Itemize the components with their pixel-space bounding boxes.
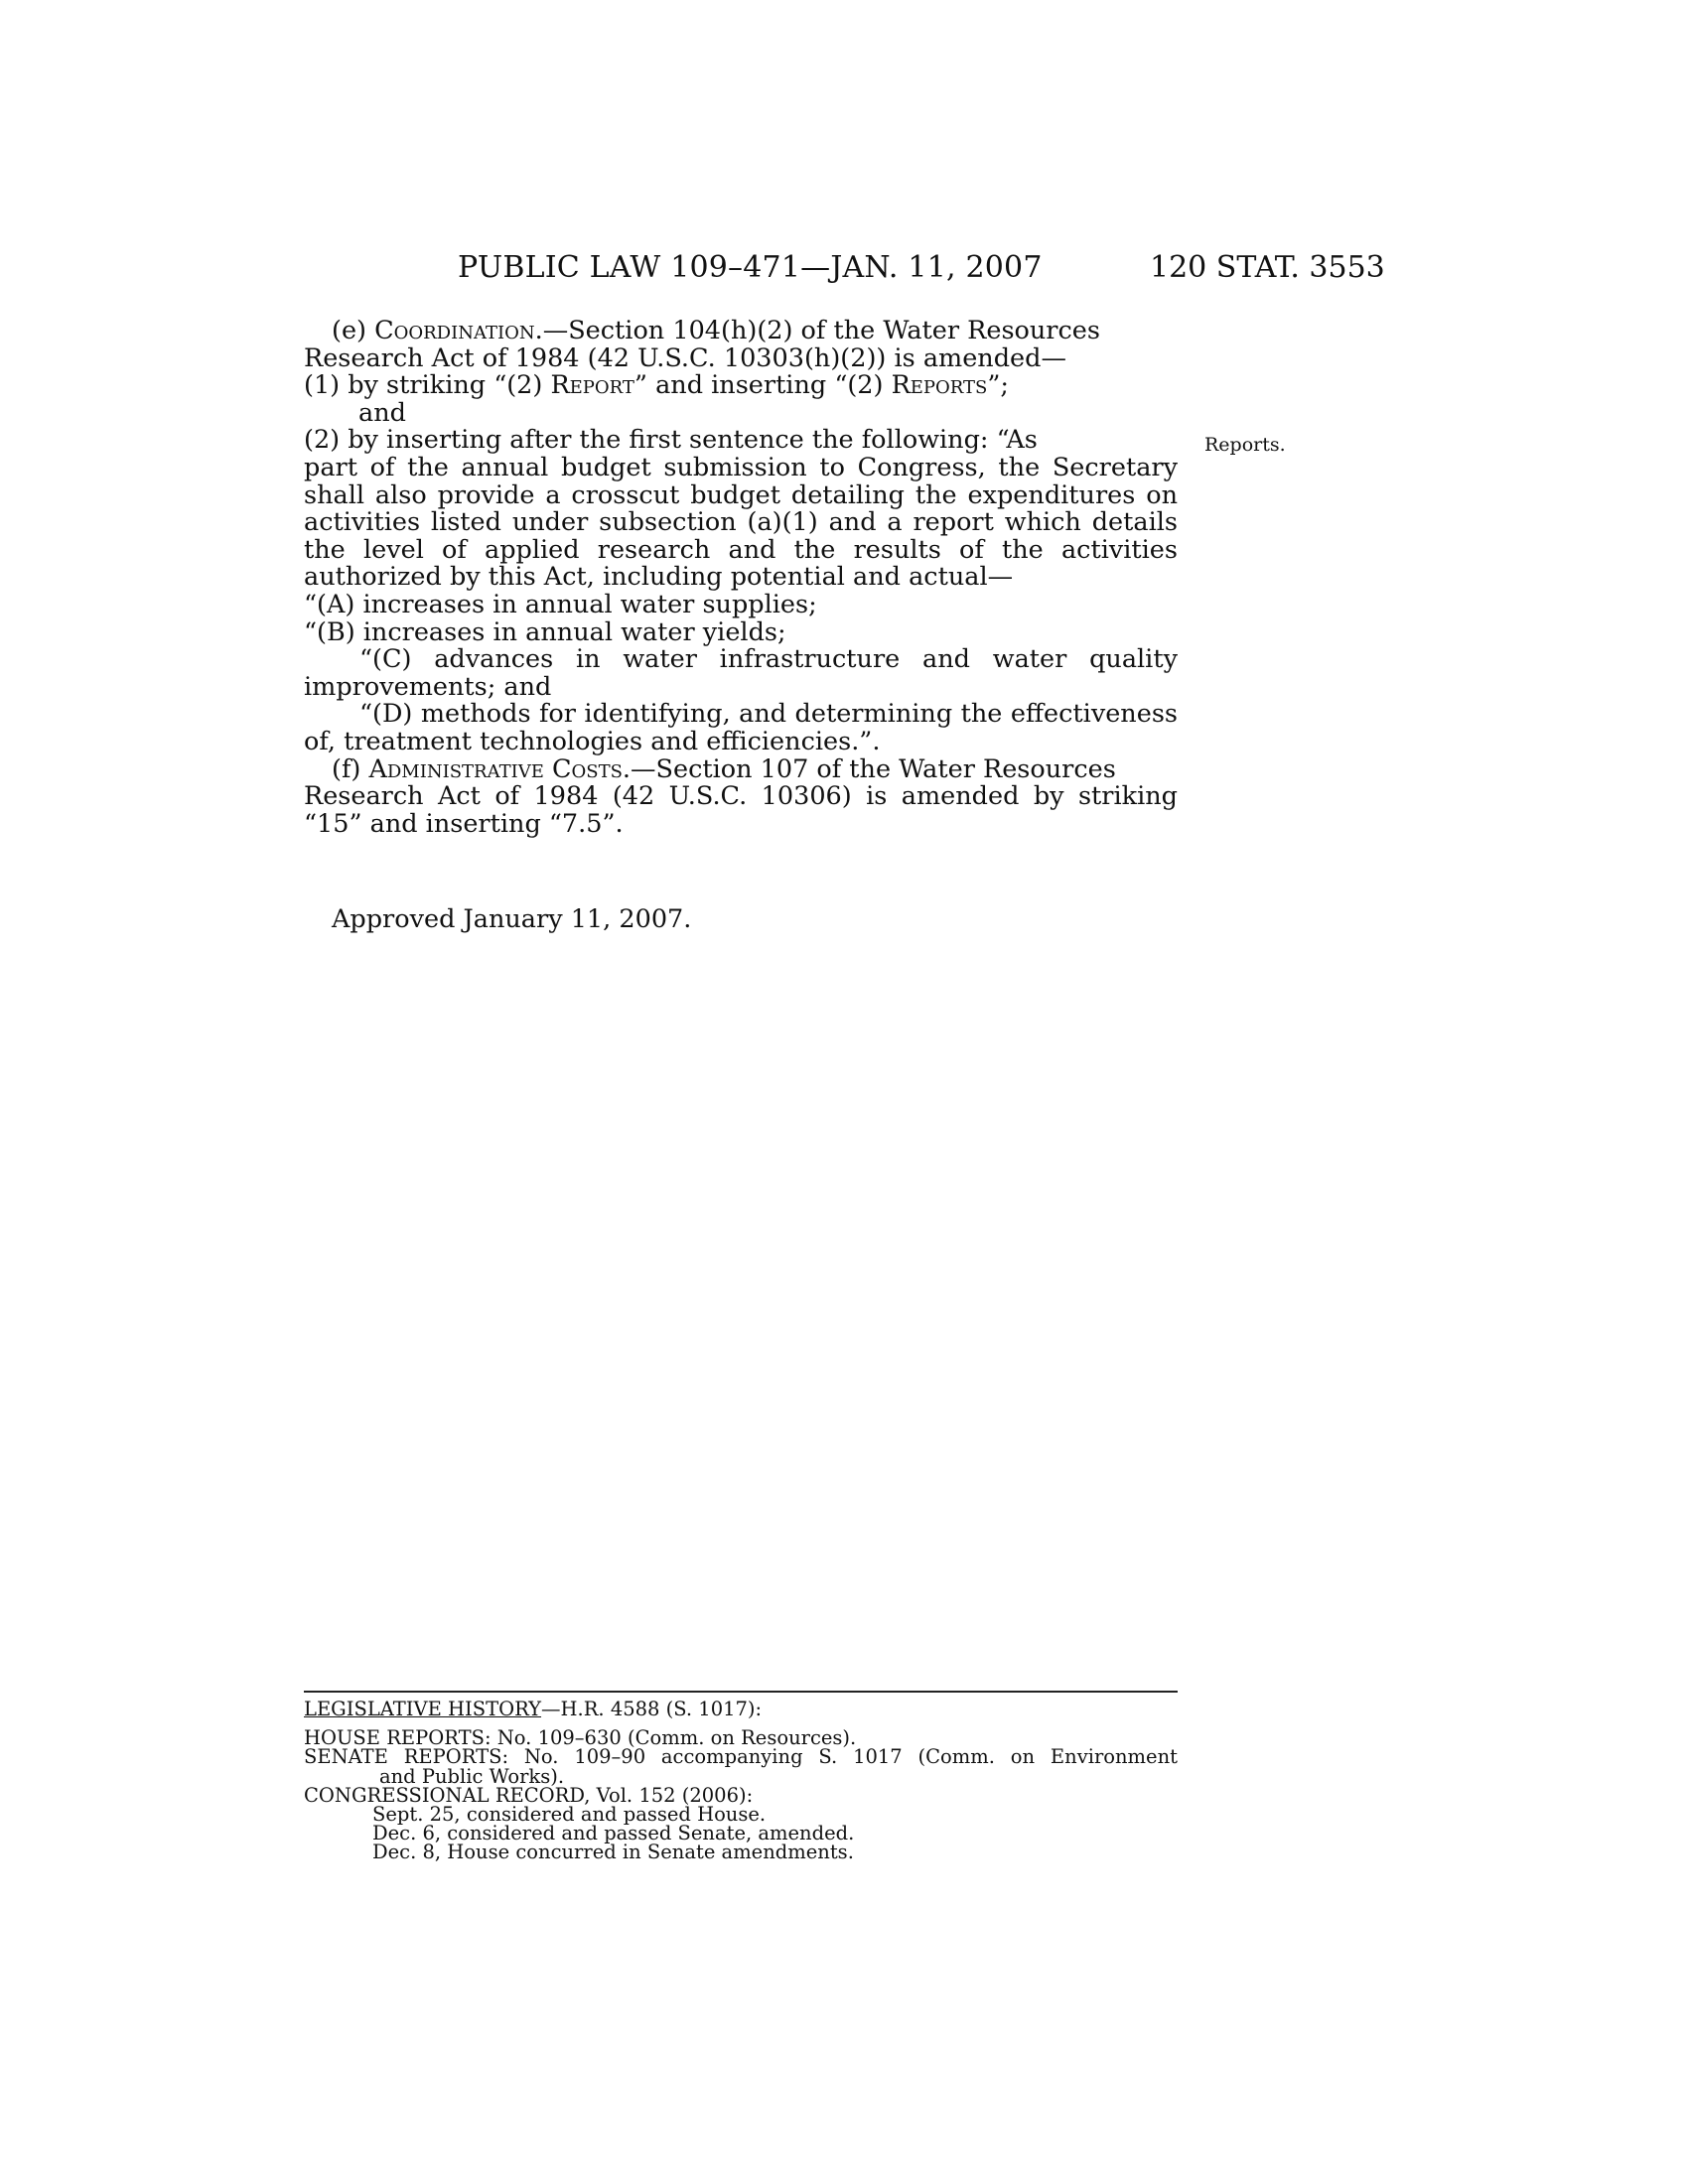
subsection-f-heading: Administrative Costs: [368, 753, 623, 784]
paragraph-1-text-end: ”;: [987, 370, 1010, 401]
subsection-e-label: (e): [332, 316, 375, 345]
running-header-title: PUBLIC LAW 109–471—JAN. 11, 2007: [458, 250, 1043, 285]
item-b: “(B) increases in annual water yields;: [304, 616, 786, 647]
record-entry: Sept. 25, considered and passed House.: [372, 1803, 767, 1827]
subsection-f: [304, 753, 1178, 839]
paragraph-1: [304, 372, 1178, 400]
subsection-f-text: .—Section 107 of the Water Resources: [622, 753, 1116, 784]
senate-reports: SENATE REPORTS: No. 109–90 accompanying S. 1017 (Comm. on Environment: [304, 1745, 1178, 1769]
margin-note-reports: Reports.: [1204, 434, 1286, 456]
paragraph-1-reports: Reports: [891, 370, 988, 401]
legislative-history-heading: LEGISLATIVE HISTORY: [304, 1698, 542, 1720]
subsection-f-text-cont: Research Act of 1984 (42 U.S.C. 10306) is amended by striking “15” and inserting “7.5”.: [304, 781, 1178, 839]
senate-reports-cont: and Public Works).: [379, 1764, 565, 1788]
paragraph-2-first-line: (2) by inserting after the first sentence the following: “As: [304, 425, 1038, 456]
record-entry: Dec. 6, considered and passed Senate, amended.: [372, 1822, 855, 1845]
statute-page-number: 120 STAT. 3553: [1150, 250, 1385, 285]
approval-date: Approved January 11, 2007.: [332, 904, 692, 934]
item-a: “(A) increases in annual water supplies;: [304, 589, 817, 619]
record-entry: Dec. 8, House concurred in Senate amendments.: [372, 1841, 854, 1864]
paragraph-1-and: and: [358, 397, 406, 428]
subsection-e-heading: Coordination: [374, 316, 535, 345]
footnote-divider: [304, 1691, 1178, 1693]
house-reports: HOUSE REPORTS: No. 109–630 (Comm. on Resources).: [304, 1726, 857, 1750]
subsection-e-text: .—Section 104(h)(2) of the Water Resources: [534, 316, 1100, 345]
item-c: “(C) advances in water infrastructure and water quality improvements; and: [304, 644, 1178, 702]
paragraph-1-text: (1) by striking “(2): [304, 370, 551, 401]
legislative-history: [304, 1700, 1178, 1862]
legislative-history-title: [304, 1700, 1178, 1718]
subsection-e-text-cont: Research Act of 1984 (42 U.S.C. 10303(h)(2)) is amended—: [304, 342, 1066, 373]
congressional-record: CONGRESSIONAL RECORD, Vol. 152 (2006):: [304, 1783, 754, 1807]
subsection-e: [304, 318, 1178, 372]
legislative-history-bill: —H.R. 4588 (S. 1017):: [541, 1698, 763, 1720]
paragraph-1-report: Report: [550, 370, 634, 401]
paragraph-2: part of the annual budget submission to Congress, the Secretary shall also provide a crosscut budget detailing the expenditures on activities listed under subsection (a)(1) and a report which details the level of applied research and the results of the activities authorized by this Act, including potential and actual—: [304, 452, 1178, 593]
paragraph-1-text-mid: ” and inserting “(2): [633, 370, 892, 401]
item-d: “(D) methods for identifying, and determining the effectiveness of, treatment technologies and efficiencies.”.: [304, 699, 1178, 756]
statute-body: [304, 318, 1178, 838]
subsection-f-label: (f): [332, 753, 369, 784]
